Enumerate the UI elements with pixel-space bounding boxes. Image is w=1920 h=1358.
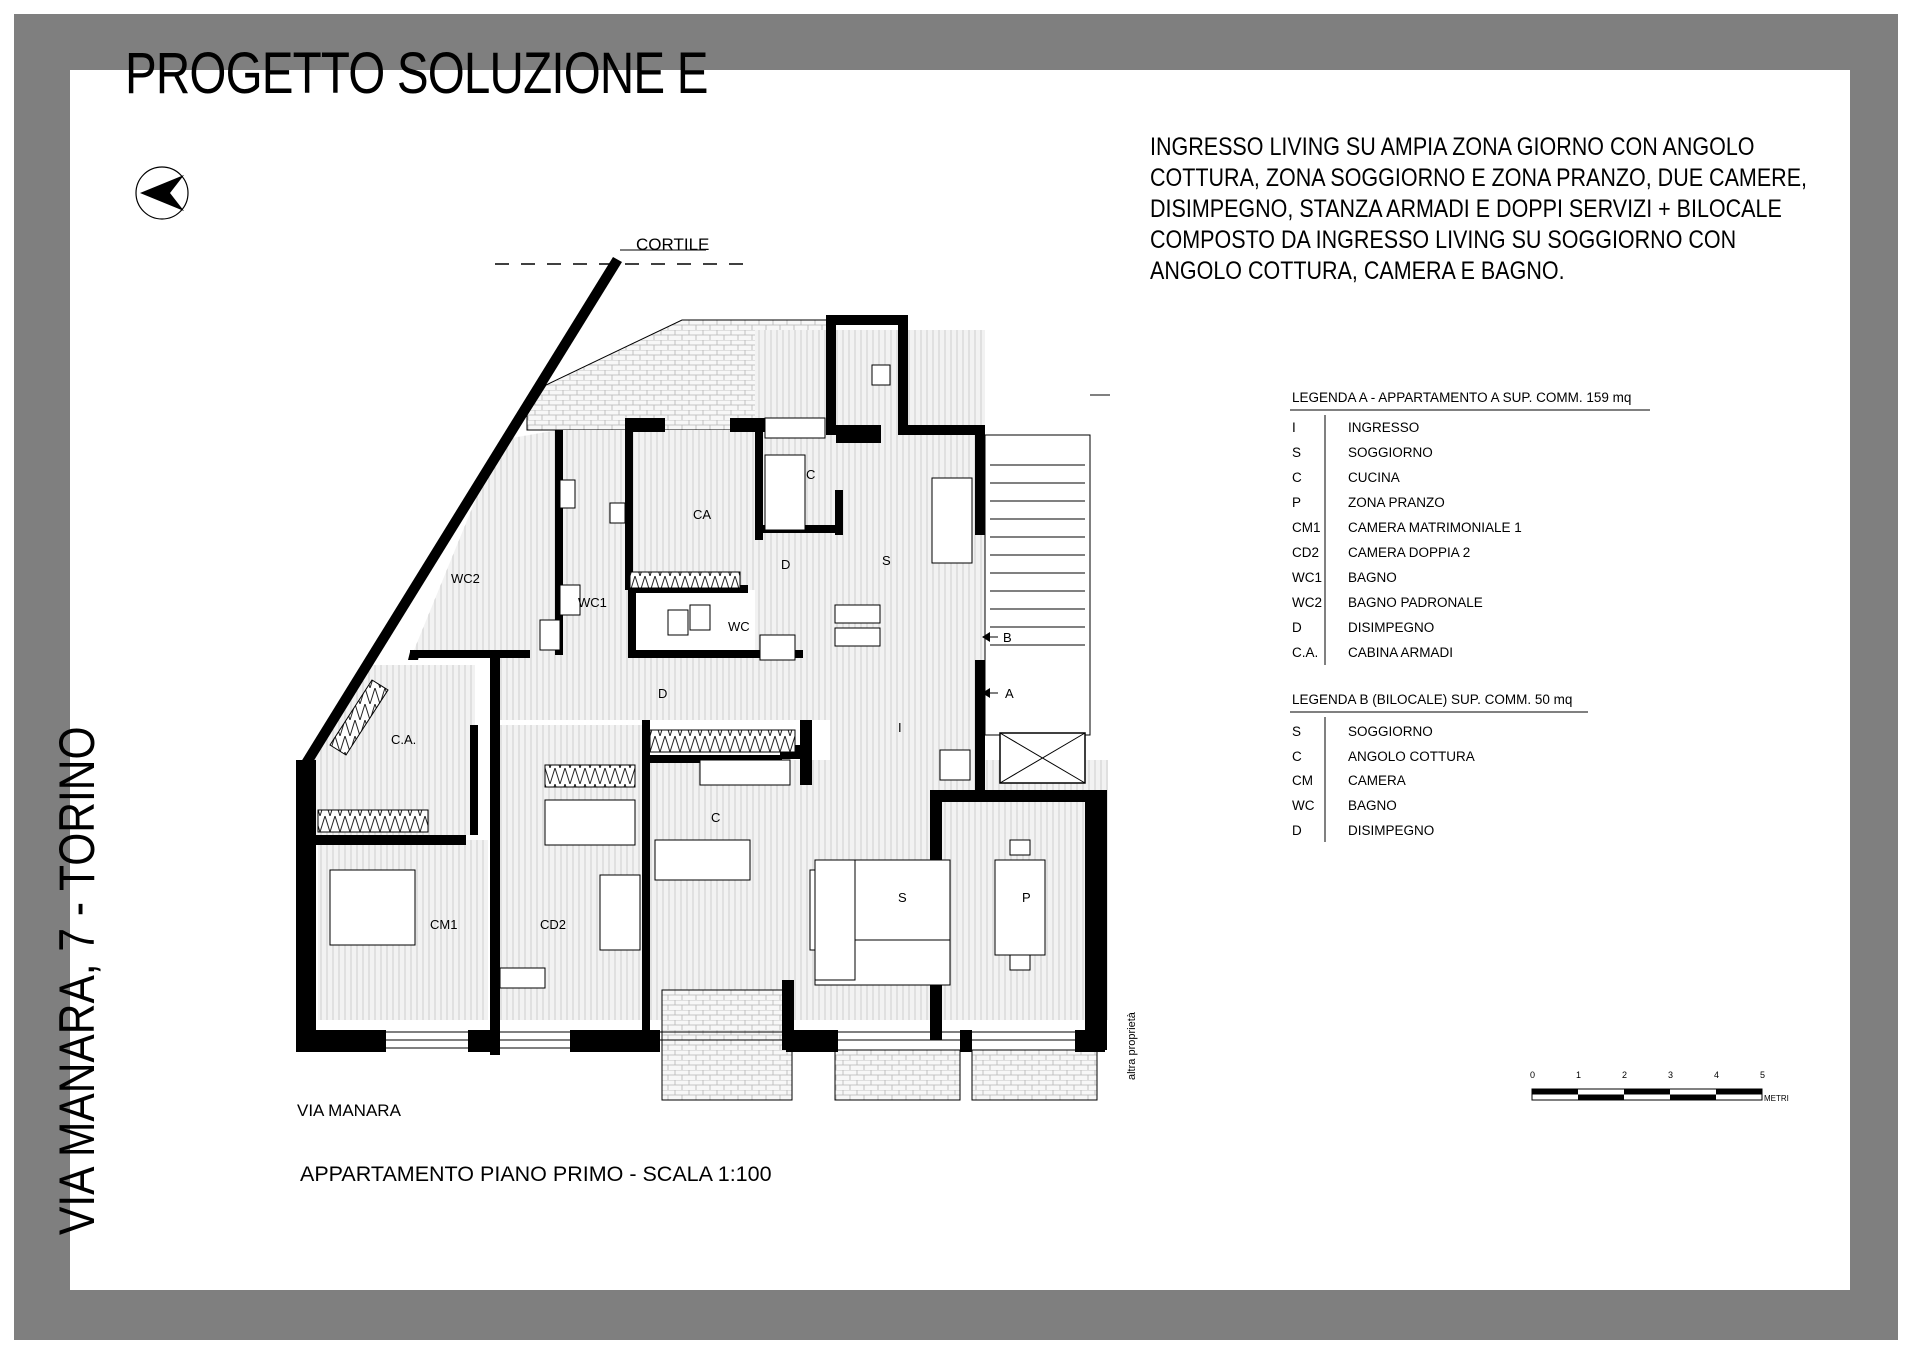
legend-code: I [1292, 420, 1296, 435]
project-description [1150, 132, 1808, 287]
legend-rules [1290, 410, 1650, 842]
north-arrow-icon [136, 167, 188, 219]
room-label: S [882, 553, 891, 568]
room-label: WC1 [578, 595, 607, 610]
legend-name: BAGNO [1348, 798, 1397, 813]
room-label: D [781, 557, 791, 572]
description-line: INGRESSO LIVING SU AMPIA ZONA GIORNO CON ANGOLO [1150, 133, 1755, 161]
legend-code: WC [1292, 798, 1315, 813]
room-label: I [898, 720, 902, 735]
label-cortile: CORTILE [636, 235, 710, 254]
legend-code: CD2 [1292, 545, 1320, 560]
entrance-label-b: B [1003, 630, 1012, 645]
scale-tick: 0 [1530, 1070, 1536, 1080]
legend-code: WC1 [1292, 570, 1322, 585]
scale-tick: 1 [1576, 1070, 1582, 1080]
legend-code: C.A. [1292, 645, 1319, 660]
scale-tick: 2 [1622, 1070, 1628, 1080]
legend-name: SOGGIORNO [1348, 724, 1433, 739]
legend-code: S [1292, 724, 1302, 739]
description-line: ANGOLO COTTURA, CAMERA E BAGNO. [1150, 257, 1565, 285]
scale-bar [1532, 1089, 1762, 1100]
legend-name: CAMERA [1348, 773, 1406, 788]
legend-code: WC2 [1292, 595, 1322, 610]
legend-name: CABINA ARMADI [1348, 645, 1454, 660]
legend-code: CM1 [1292, 520, 1321, 535]
legend-code: P [1292, 495, 1302, 510]
room-label: C [711, 810, 721, 825]
legend-name: CUCINA [1348, 470, 1400, 485]
street-address-vertical: VIA MANARA, 7 - TORINO [49, 726, 105, 1235]
legend-code: C [1292, 749, 1302, 764]
plan-caption: APPARTAMENTO PIANO PRIMO - SCALA 1:100 [300, 1162, 772, 1186]
legend-code: S [1292, 445, 1302, 460]
legend-name: CAMERA MATRIMONIALE 1 [1348, 520, 1522, 535]
room-label: CM1 [430, 917, 458, 932]
room-label: P [1022, 890, 1031, 905]
room-label: WC [728, 619, 750, 634]
description-line: COTTURA, ZONA SOGGIORNO E ZONA PRANZO, DUE CAMERE, [1150, 164, 1808, 192]
staircase [985, 395, 1110, 783]
description-line: COMPOSTO DA INGRESSO LIVING SU SOGGIORNO CON [1150, 226, 1737, 254]
legend-code: D [1292, 823, 1302, 838]
room-label: C [806, 467, 816, 482]
legend-name: BAGNO [1348, 570, 1397, 585]
description-line: DISIMPEGNO, STANZA ARMADI E DOPPI SERVIZI + BILOCALE [1150, 195, 1782, 223]
room-label: D [658, 686, 668, 701]
room-label: CA [693, 507, 712, 522]
scale-unit: METRI [1764, 1094, 1789, 1103]
room-label: WC2 [451, 571, 480, 586]
legend-code: C [1292, 470, 1302, 485]
legend-name: DISIMPEGNO [1348, 823, 1435, 838]
label-via-manara: VIA MANARA [297, 1101, 401, 1120]
scale-tick: 3 [1668, 1070, 1674, 1080]
legend-code: CM [1292, 773, 1313, 788]
legend-code: D [1292, 620, 1302, 635]
scale-tick: 4 [1714, 1070, 1720, 1080]
legend-name: ANGOLO COTTURA [1348, 749, 1475, 764]
legend-name: INGRESSO [1348, 420, 1420, 435]
legend-name: DISIMPEGNO [1348, 620, 1435, 635]
legend-name: SOGGIORNO [1348, 445, 1433, 460]
legend-b-title: LEGENDA B (BILOCALE) SUP. COMM. 50 mq [1292, 692, 1573, 707]
legend-name: BAGNO PADRONALE [1348, 595, 1483, 610]
room-label: S [898, 890, 907, 905]
scale-tick: 5 [1760, 1070, 1766, 1080]
label-altra-proprieta: altra proprietà [1126, 1012, 1138, 1080]
room-label: CD2 [540, 917, 567, 932]
legend-a-title: LEGENDA A - APPARTAMENTO A SUP. COMM. 159 mq [1292, 390, 1632, 405]
room-label: C.A. [391, 732, 417, 747]
legend-name: ZONA PRANZO [1348, 495, 1445, 510]
legend-name: CAMERA DOPPIA 2 [1348, 545, 1471, 560]
entrance-label-a: A [1005, 686, 1014, 701]
page-title: PROGETTO SOLUZIONE E [125, 41, 708, 106]
